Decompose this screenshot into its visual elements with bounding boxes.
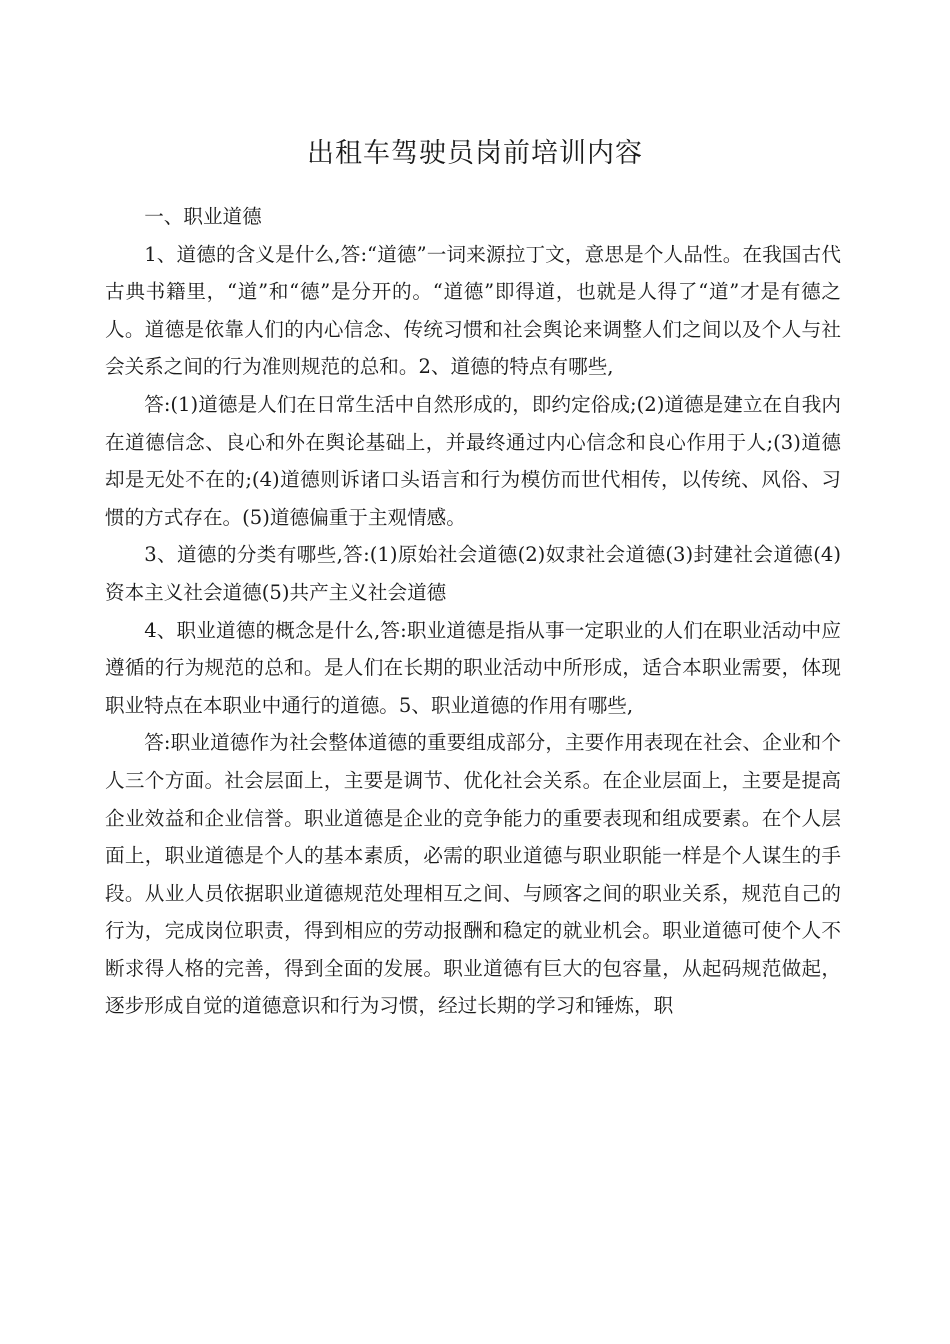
paragraph-2: 答:(1)道德是人们在日常生活中自然形成的，即约定俗成;(2)道德是建立在自我内在道德信念、良心和外在舆论基础上，并最终通过内心信念和良心作用于人;(3)道德却是无处不在的;(4)道德则诉诸口头语言和行为模仿而世代相传，以传统、风俗、习惯的方式存在。(5)道德偏重于主观情感。	[105, 392, 841, 529]
document-title: 出租车驾驶员岗前培训内容	[307, 138, 643, 169]
paragraph-1: 1、道德的含义是什么,答:“道德”一词来源拉丁文，意思是个人品性。在我国古代古典书籍里，“道”和“德”是分开的。“道德”即得道，也就是人得了“道”才是有德之人。道德是依靠人们的内心信念、传统习惯和社会舆论来调整人们之间以及个人与社会关系之间的行为准则规范的总和。2、道德的特点有哪些,	[105, 242, 841, 379]
paragraph-3: 3、道德的分类有哪些,答:(1)原始社会道德(2)奴隶社会道德(3)封建社会道德(4)资本主义社会道德(5)共产主义社会道德	[105, 543, 841, 604]
paragraph-5: 答:职业道德作为社会整体道德的重要组成部分，主要作用表现在社会、企业和个人三个方面。社会层面上，主要是调节、优化社会关系。在企业层面上，主要是提高企业效益和企业信誉。职业道德是企业的竞争能力的重要表现和组成要素。在个人层面上，职业道德是个人的基本素质，必需的职业道德与职业职能一样是个人谋生的手段。从业人员依据职业道德规范处理相互之间、与顾客之间的职业关系，规范自己的行为，完成岗位职责，得到相应的劳动报酬和稳定的就业机会。职业道德可使个人不断求得人格的完善，得到全面的发展。职业道德有巨大的包容量，从起码规范做起，逐步形成自觉的道德意识和行为习惯，经过长期的学习和锤炼，职	[105, 731, 841, 1018]
paragraph-4: 4、职业道德的概念是什么,答:职业道德是指从事一定职业的人们在职业活动中应遵循的行为规范的总和。是人们在长期的职业活动中所形成，适合本职业需要，体现职业特点在本职业中通行的道德。5、职业道德的作用有哪些,	[105, 618, 841, 717]
section-heading: 一、职业道德	[144, 205, 262, 228]
document-body	[105, 198, 841, 1025]
